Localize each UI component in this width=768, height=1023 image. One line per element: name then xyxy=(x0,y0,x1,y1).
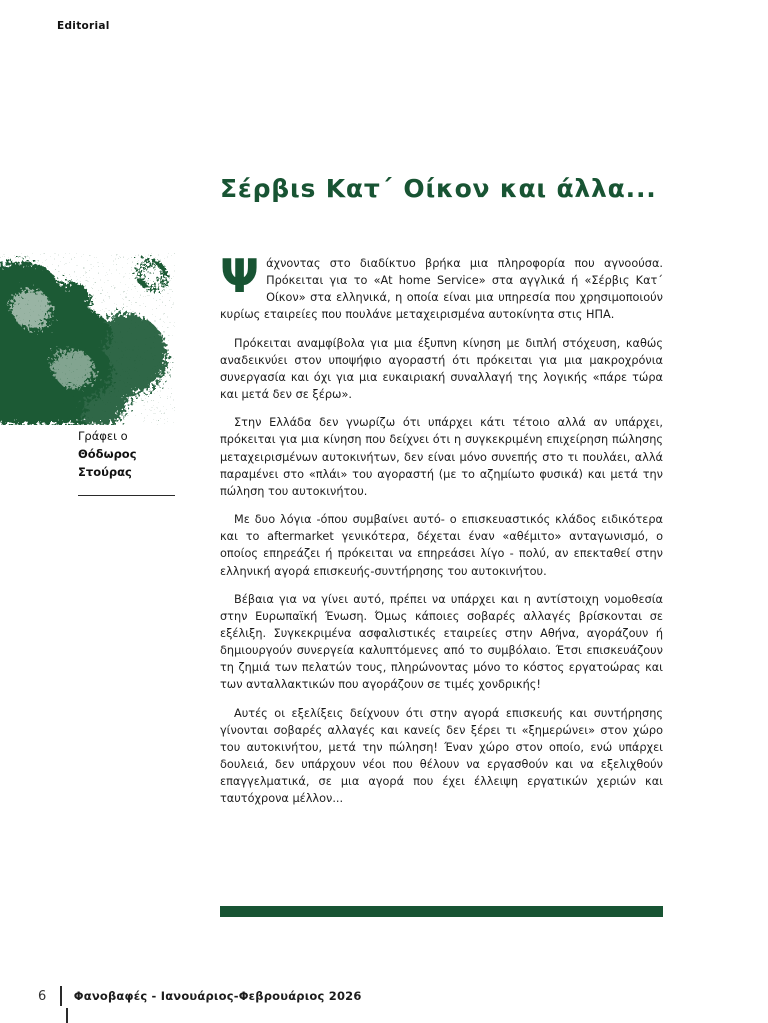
byline xyxy=(78,428,175,496)
article-paragraph: Βέβαια για να γίνει αυτό, πρέπει να υπάρχει και η αντίστοιχη νομοθεσία στην Ευρωπαϊκή Ένωση. Όμως κάποιες σοβαρές αλλαγές βρίσκονται σε εξέλιξη. Συγκεκριμένα ασφαλιστικές εταιρείες στην Αθήνα, αγοράζουν ή δημιουργούν συνεργεία καλυπτόμενες από το συμβόλαιο. Έτσι επισκευάζουν τη ζημιά των πελατών τους, πληρώνοντας μόνο το κόστος εργατοώρας και των ανταλλακτικών που αγοράζουν σε τιμές χονδρικής! xyxy=(220,592,663,692)
byline-prefix: Γράφει ο xyxy=(78,429,128,443)
byline-author-name: Θόδωρος Στούρας xyxy=(78,446,137,479)
article-title: Σέρβιs Κατ´ Οίκον και άλλα... xyxy=(220,174,657,203)
paragraph-text: άχνοντας στο διαδίκτυο βρήκα μια πληροφορία που αγνοούσα. Πρόκειται για το «At home Service» στα αγγλικά ή «Σέρβις Κατ΄ Οίκον» στα ελληνικά, η οποία είναι μια υπηρεσία που χρησιμοποιούν κυρίως εταιρείες που πουλάνε μεταχειρισμένα αυτοκίνητα στις ΗΠΑ. xyxy=(220,257,663,322)
dropcap-letter: Ψ xyxy=(220,249,260,303)
page-number: 6 xyxy=(38,988,47,1004)
article-paragraph: Πρόκειται αναμφίβολα για μια έξυπνη κίνηση με διπλή στόχευση, καθώς αναδεικνύει στον υποψήφιο αγοραστή ότι πρόκειται για μια μακροχρόνια συνεργασία και όχι για μια ευκαιριακή συναλλαγή της λογικής «πάρε τώρα και μετά δεν σε ξέρω». xyxy=(220,336,663,402)
article-paragraph: Στην Ελλάδα δεν γνωρίζω ότι υπάρχει κάτι τέτοιο αλλά αν υπάρχει, πρόκειται για μια κίνηση που δείχνει ότι η συγκεκριμένη επιχείρηση πώλησης μεταχειρισμένων αυτοκινήτων, δεν είναι μόνο συνεπής στο τι πουλάει, αλλά παραμένει στο «πλάι» του αγοραστή (με το αζημίωτο φυσικά) και μετά την πώληση του αυτοκινήτου. xyxy=(220,416,663,498)
author-photo xyxy=(0,253,175,425)
article-paragraph: Με δυο λόγια -όπου συμβαίνει αυτό- ο επισκευαστικός κλάδος ειδικότερα και το aftermarket γενικότερα, δέχεται έναν «αθέμιτο» ανταγωνισμό, ο οποίος επηρεάζει ή πρόκειται να επηρεάσει λίγο - πολύ, αν επεκταθεί στην ελληνική αγορά επισκευής-συντήρησης του αυτοκινήτου. xyxy=(220,513,663,578)
article-paragraph: Αυτές οι εξελίξεις δείχνουν ότι στην αγορά επισκευής και συντήρησης γίνονται σοβαρές αλλαγές και κανείς δεν ξέρει τι «ξημερώνει» στον χώρο του αυτοκινήτου, μετά την πώληση! Έναν χώρο στον οποίο, ενώ υπάρχει δουλειά, δεν υπάρχουν νέοι που θέλουν να εργασθούν και να εξελιχθούν επαγγελματικά, σε μια αγορά που έχει έλλειψη εργατικών χεριών και ταυτόχρονα μέλλον... xyxy=(220,706,663,806)
corner-mark xyxy=(66,1008,68,1023)
footer-publication-text: Φανοβαφές - Ιανουάριος-Φεβρουάριος 2026 xyxy=(73,989,362,1003)
footer-divider xyxy=(60,986,62,1006)
section-label: Editorial xyxy=(57,20,110,32)
article-paragraph xyxy=(220,249,663,324)
accent-bar xyxy=(220,906,663,917)
page-footer xyxy=(38,986,362,1006)
halftone-portrait-illustration xyxy=(0,253,175,425)
article-body xyxy=(220,249,663,819)
